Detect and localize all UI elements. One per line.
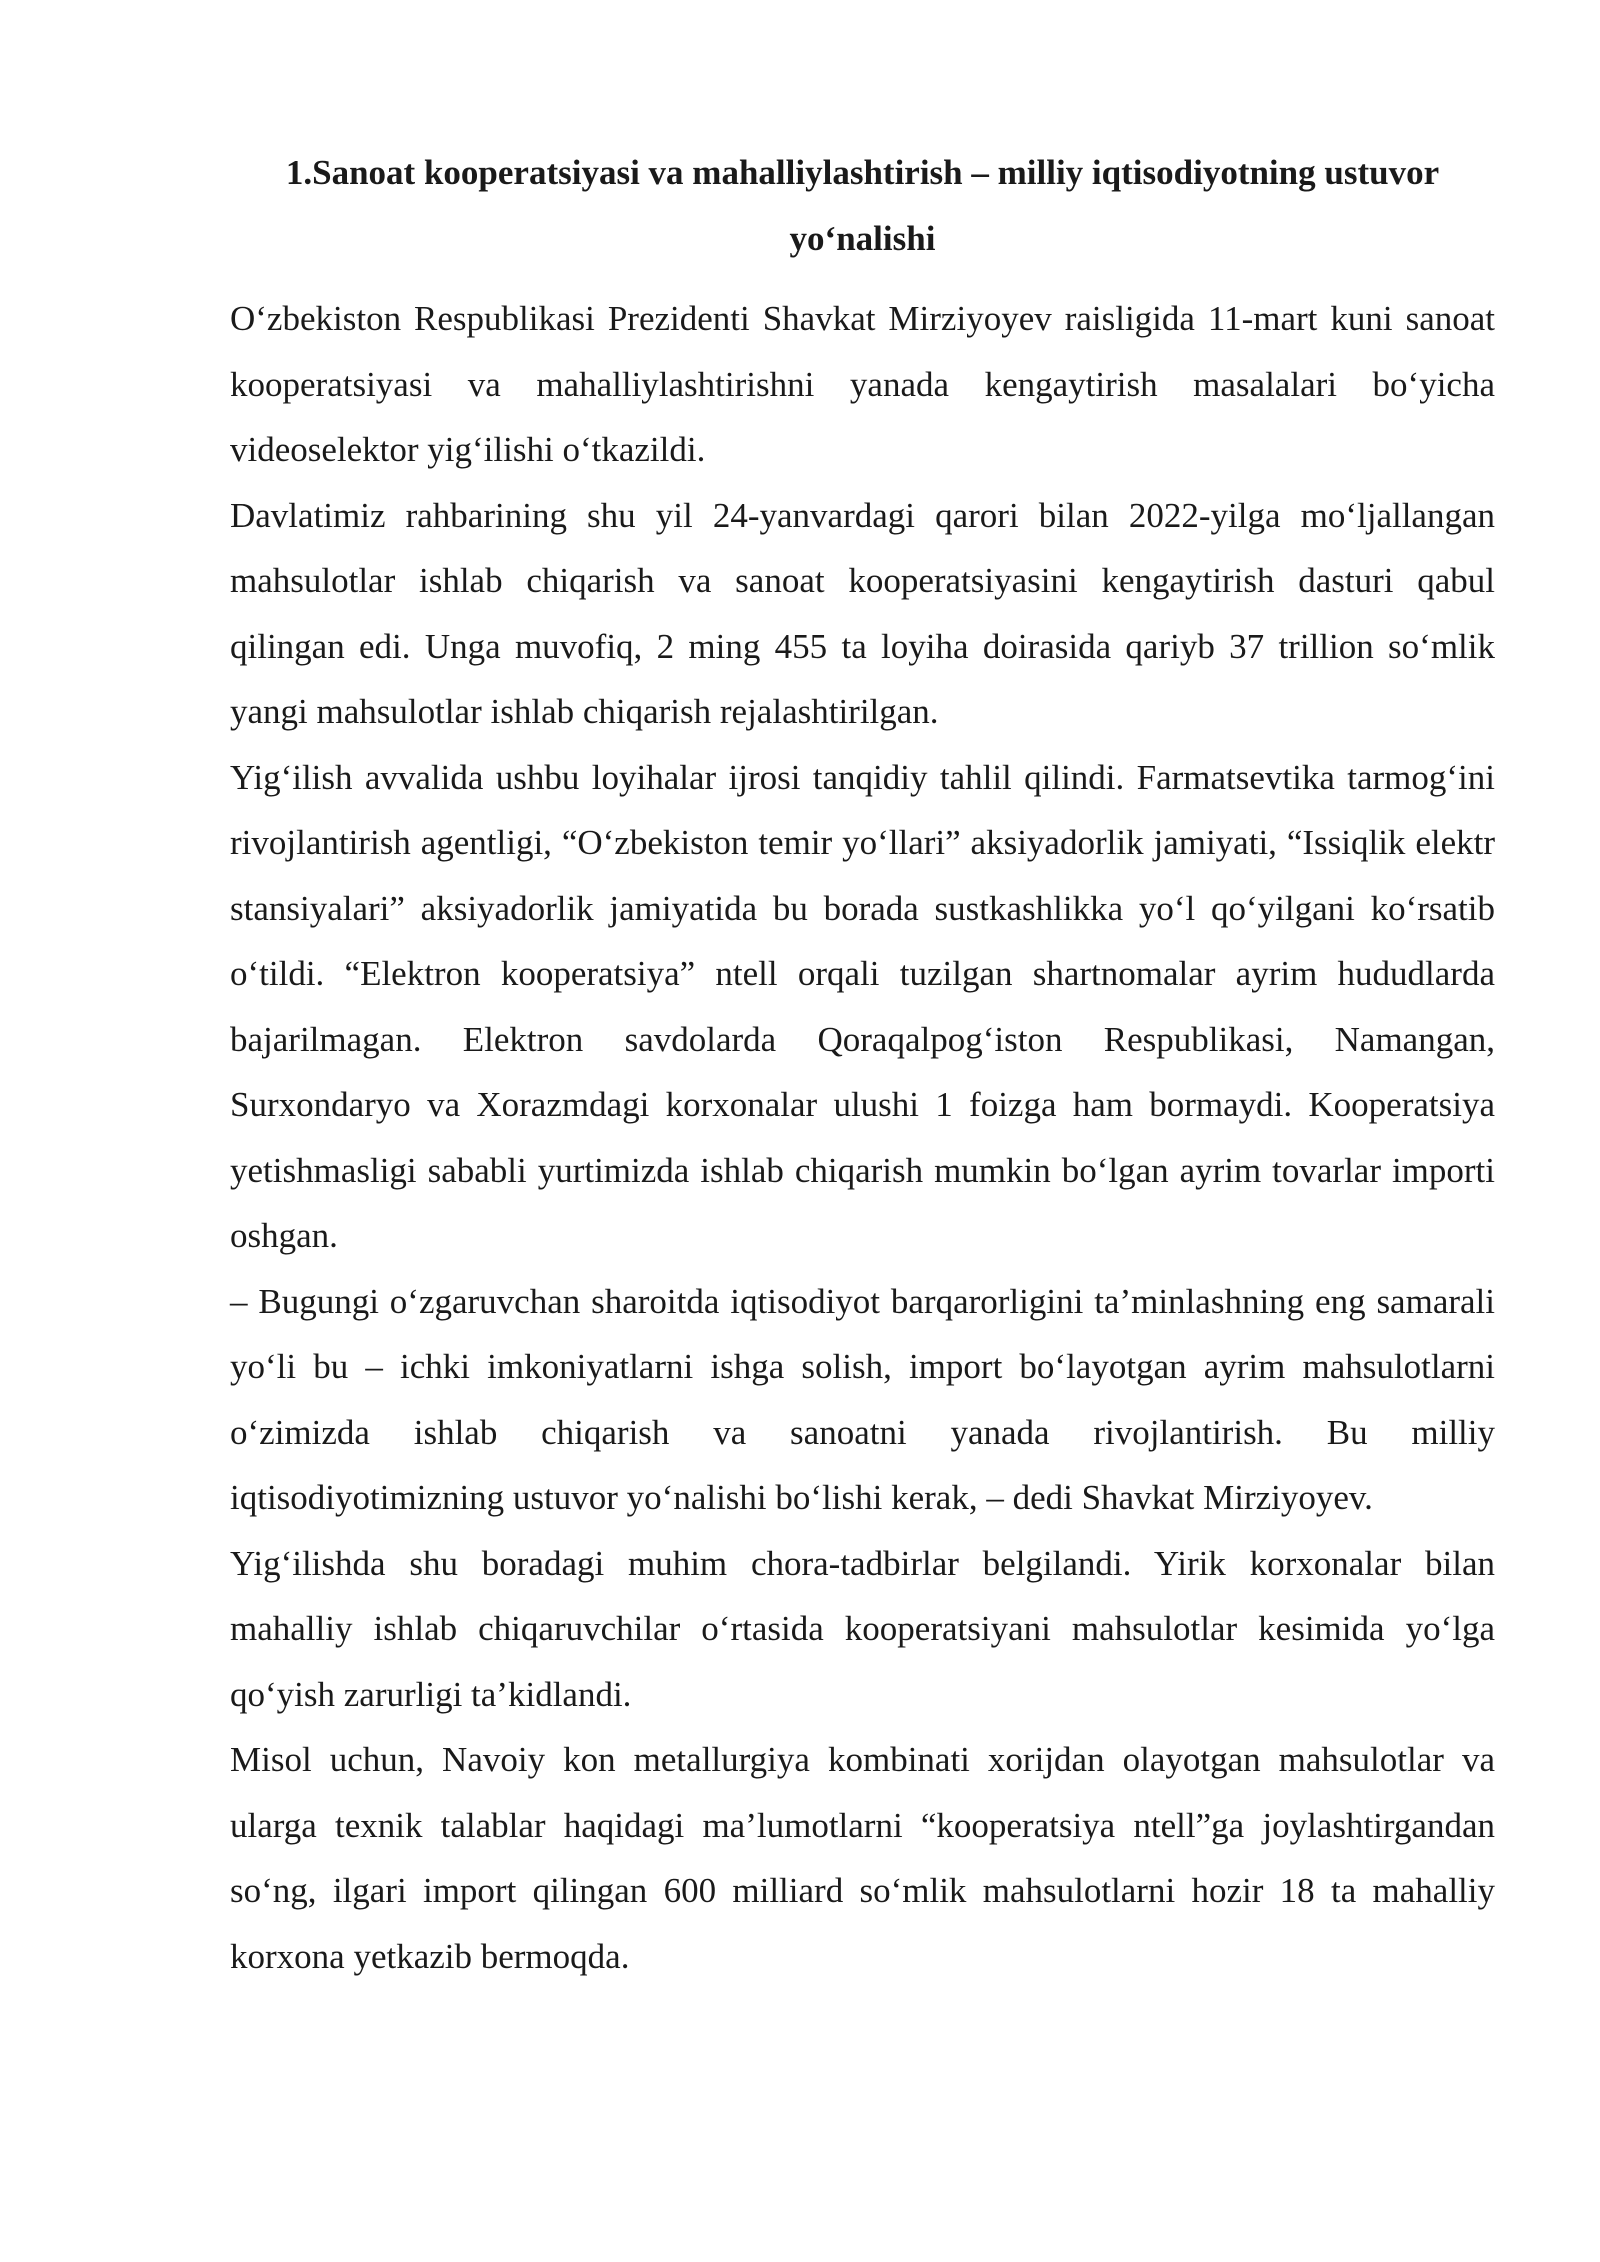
paragraph-4: – Bugungi o‘zgaruvchan sharoitda iqtisodiyot barqarorligini ta’minlashning eng samarali yo‘li bu – ichki imkoniyatlarni ishga solish, import bo‘layotgan ayrim mahsulotlarni o‘zimizda ishlab chiqarish va sanoatni yanada rivojlantirish. Bu milliy iqtisodiyotimizning ustuvor yo‘nalishi bo‘lishi kerak, – dedi Shavkat Mirziyoyev. bbox=[230, 1281, 1495, 1517]
paragraph-6: Misol uchun, Navoiy kon metallurgiya kombinati xorijdan olayotgan mahsulotlar va ularga texnik talablar haqidagi ma’lumotlarni “kooperatsiya ntell”ga joylashtirgandan so‘ng, ilgari import qilingan 600 milliard so‘mlik mahsulotlarni hozir 18 ta mahalliy korxona yetkazib bermoqda. bbox=[230, 1740, 1495, 1976]
document-title: 1.Sanoat kooperatsiyasi va mahalliylashtirish – milliy iqtisodiyotning ustuvor yo‘nalishi bbox=[285, 153, 1440, 258]
document-body bbox=[230, 140, 1495, 1989]
paragraph-2: Davlatimiz rahbarining shu yil 24-yanvardagi qarori bilan 2022-yilga mo‘ljallangan mahsulotlar ishlab chiqarish va sanoat kooperatsiyasini kengaytirish dasturi qabul qilingan edi. Unga muvofiq, 2 ming 455 ta loyiha doirasida qariyb 37 trillion so‘mlik yangi mahsulotlar ishlab chiqarish rejalashtirilgan. bbox=[230, 495, 1495, 731]
paragraph-5: Yig‘ilishda shu boradagi muhim chora-tadbirlar belgilandi. Yirik korxonalar bilan mahalliy ishlab chiqaruvchilar o‘rtasida kooperatsiyani mahsulotlar kesimida yo‘lga qo‘yish zarurligi ta’kidlandi. bbox=[230, 1543, 1495, 1714]
paragraph-3: Yig‘ilish avvalida ushbu loyihalar ijrosi tanqidiy tahlil qilindi. Farmatsevtika tarmog‘ini rivojlantirish agentligi, “O‘zbekiston temir yo‘llari” aksiyadorlik jamiyati, “Issiqlik elektr stansiyalari” aksiyadorlik jamiyatida bu borada sustkashlikka yo‘l qo‘yilgani ko‘rsatib o‘tildi. “Elektron kooperatsiya” ntell orqali tuzilgan shartnomalar ayrim hududlarda bajarilmagan. Elektron savdolarda Qoraqalpog‘iston Respublikasi, Namangan, Surxondaryo va Xorazmdagi korxonalar ulushi 1 foizga ham bormaydi. Kooperatsiya yetishmasligi sababli yurtimizda ishlab chiqarish mumkin bo‘lgan ayrim tovarlar importi oshgan. bbox=[230, 757, 1495, 1255]
paragraph-1: O‘zbekiston Respublikasi Prezidenti Shavkat Mirziyoyev raisligida 11-mart kuni sanoat kooperatsiyasi va mahalliylashtirishni yanada kengaytirish masalalari bo‘yicha videoselektor yig‘ilishi o‘tkazildi. bbox=[230, 299, 1495, 469]
